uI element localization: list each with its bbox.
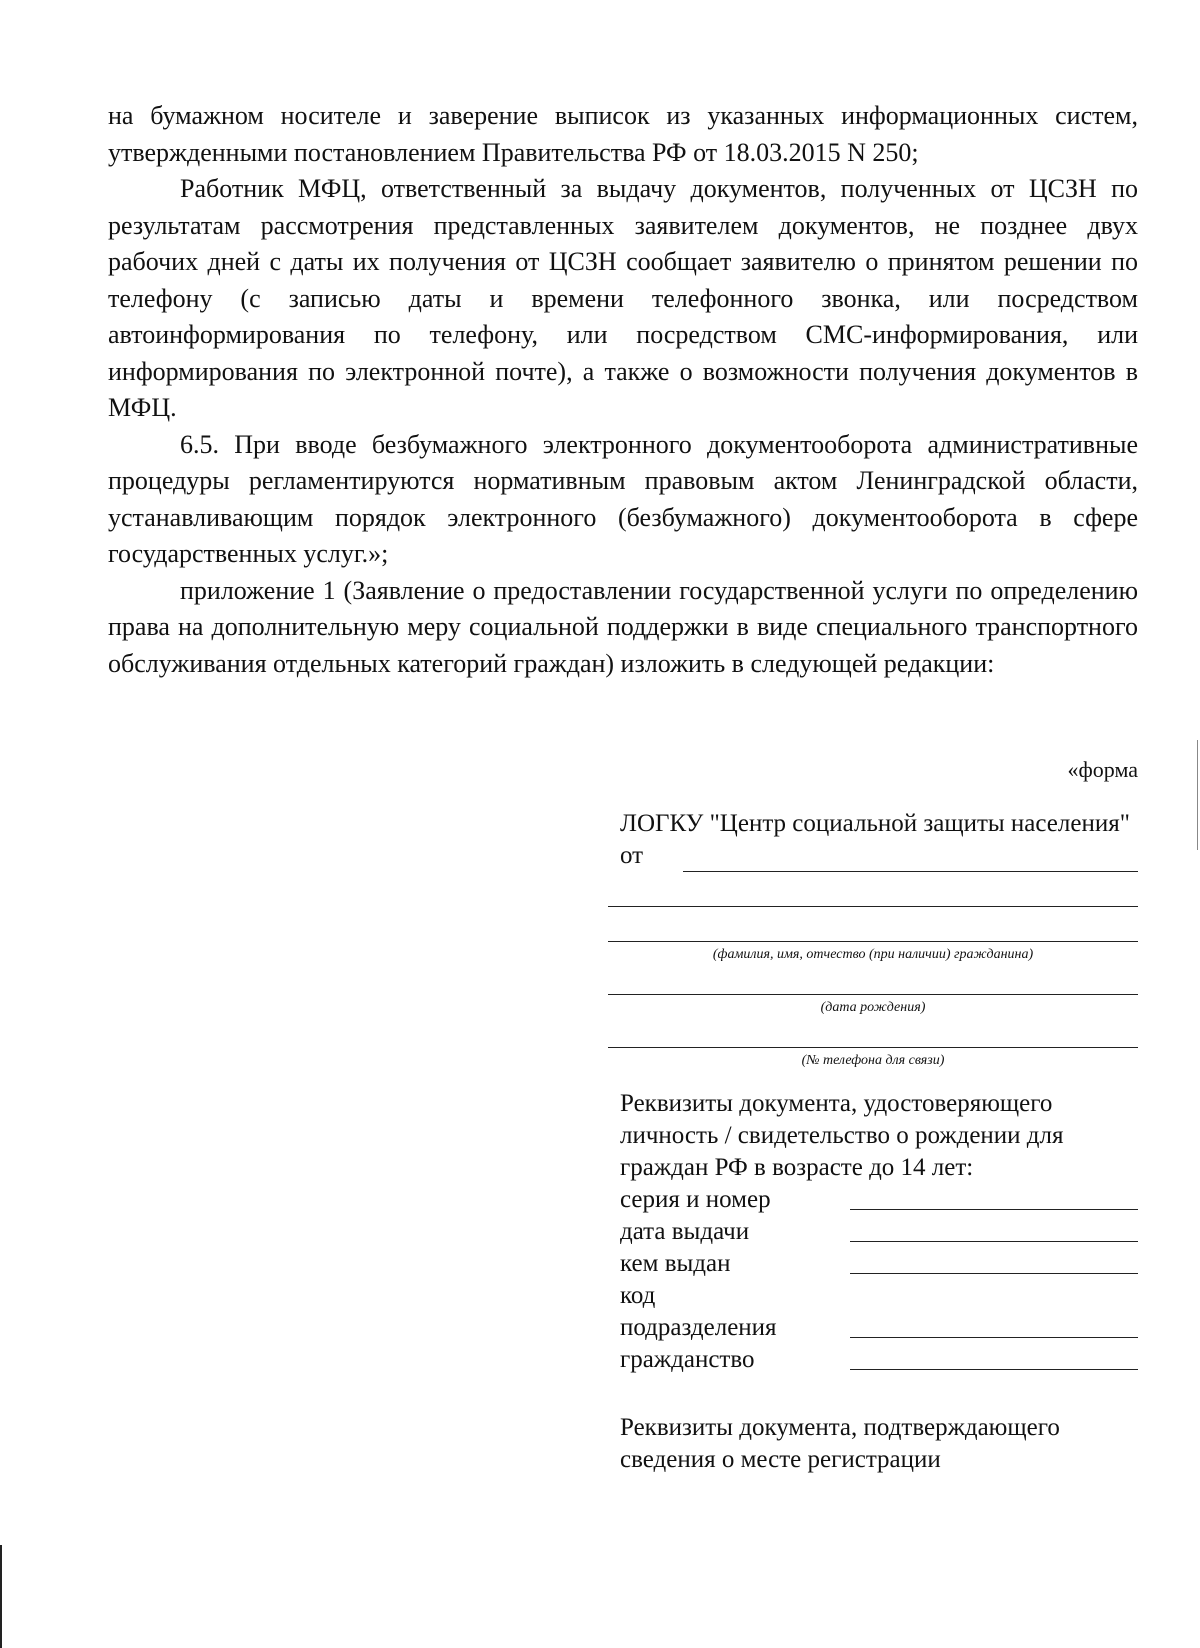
from-label: от: [620, 842, 644, 869]
label-division-code: [620, 1280, 850, 1344]
caption-phone: (№ телефона для связи): [801, 1053, 945, 1068]
input-issued-by[interactable]: [850, 1251, 1138, 1274]
from-name-line[interactable]: [683, 849, 1138, 872]
name-line-3[interactable]: [608, 907, 1138, 942]
caption-full-name: (фамилия, имя, отчество (при наличии) гражданина): [712, 947, 1034, 962]
from-row: [620, 840, 1138, 872]
label-series-number: серия и номер: [620, 1186, 771, 1213]
field-issued-by: [620, 1248, 1138, 1280]
field-citizenship: [620, 1344, 1138, 1376]
form-label: «форма: [1067, 757, 1138, 782]
scan-edge-right: [1197, 740, 1198, 850]
input-citizenship[interactable]: [850, 1347, 1138, 1370]
input-issue-date[interactable]: [850, 1219, 1138, 1242]
field-series-number: [620, 1184, 1138, 1216]
paragraph-6-5: 6.5. При вводе безбумажного электронного документооборота административные процедуры регламентируются нормативным правовым актом Ленинградской области, устанавливающим порядок электронного (безбумажного) документооборота в сфере государственных услуг.»;: [108, 429, 1138, 568]
birth-date-line[interactable]: [608, 964, 1138, 995]
label-division-code-line-1: код: [620, 1282, 656, 1309]
label-issue-date: дата выдачи: [620, 1218, 750, 1245]
input-division-code[interactable]: [850, 1315, 1138, 1338]
registration-section-title: Реквизиты документа, подтверждающего сведения о месте регистрации: [620, 1414, 1060, 1473]
label-citizenship: гражданство: [620, 1346, 755, 1373]
application-form-header: [608, 808, 1138, 1476]
phone-line[interactable]: [608, 1017, 1138, 1048]
label-issued-by: кем выдан: [620, 1250, 731, 1277]
input-series-number[interactable]: [850, 1187, 1138, 1210]
field-issue-date: [620, 1216, 1138, 1248]
name-line-2[interactable]: [608, 872, 1138, 907]
field-division-code: [620, 1280, 1138, 1344]
paragraph-continuation: на бумажном носителе и заверение выписок из указанных информационных систем, утвержденными постановлением Правительства РФ от 18.03.2015 N 250;: [108, 101, 1138, 167]
paragraph-appendix-1: приложение 1 (Заявление о предоставлении государственной услуги по определению права на дополнительную меру социальной поддержки в виде специального транспортного обслуживания отдельных категорий граждан) изложить в следующей редакции:: [108, 575, 1138, 678]
id-document-section-title: Реквизиты документа, удостоверяющего личность / свидетельство о рождении для граждан РФ в возрасте до 14 лет:: [620, 1090, 1064, 1181]
label-division-code-line-2: подразделения: [620, 1314, 777, 1341]
addressee: ЛОГКУ "Центр социальной защиты населения": [620, 810, 1130, 837]
body-text: [108, 98, 1138, 682]
paragraph-mfc-worker: Работник МФЦ, ответственный за выдачу документов, полученных от ЦСЗН по результатам рассмотрения представленных заявителем документов, не позднее двух рабочих дней с даты их получения от ЦСЗН сообщает заявителю о принятом решении по телефону (с записью даты и времени телефонного звонка, или посредством автоинформирования по телефону, или посредством СМС-информирования, или информирования по электронной почте), а также о возможности получения документов в МФЦ.: [108, 174, 1138, 422]
id-document-fields: [620, 1184, 1138, 1376]
scan-edge-left: [0, 1545, 2, 1648]
caption-birth-date: (дата рождения): [820, 1000, 926, 1015]
